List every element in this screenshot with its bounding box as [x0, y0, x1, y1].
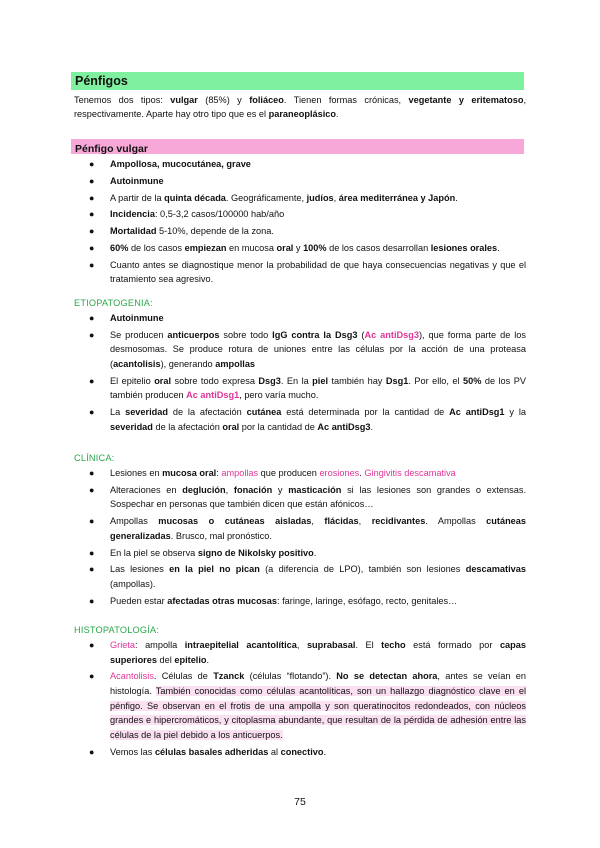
- text-run: conectivo: [280, 746, 324, 757]
- text-run: empiezan: [184, 242, 227, 253]
- text-run: .: [336, 109, 339, 119]
- histopatologia-list: [74, 638, 526, 761]
- text-run: suprabasal: [306, 640, 356, 650]
- text-run: : 0,5-3,2 casos/100000 hab/año: [154, 209, 285, 220]
- text-run: anticuerpos: [167, 329, 220, 340]
- list-item: [74, 466, 526, 481]
- text-run: . Ampollas: [425, 516, 487, 527]
- text-run: Vemos las: [110, 746, 155, 757]
- text-run: .: [359, 468, 365, 478]
- text-run: está determinada por la cantidad de: [281, 407, 450, 418]
- bullet-icon: ●: [89, 516, 95, 527]
- text-run: Ampollas: [110, 516, 159, 527]
- text-run: fonación: [233, 484, 273, 495]
- text-run: :: [216, 468, 222, 478]
- text-run: Autoinmune: [110, 175, 164, 186]
- text-run: severidad: [125, 407, 168, 418]
- list-item: [74, 669, 526, 742]
- text-run: El epitelio: [110, 375, 155, 386]
- text-run: ), que forma parte de los desmosomas. Se produce rotura de uniones entre las células por la acción de una proteasa (: [110, 329, 526, 369]
- text-run: recidivantes: [371, 516, 426, 527]
- text-run: techo: [381, 640, 406, 650]
- text-run: piel: [312, 375, 328, 386]
- text-run: severidad: [110, 421, 153, 432]
- text-run: vulgar: [170, 95, 198, 105]
- intro-paragraph: [74, 93, 526, 121]
- text-run: 50%: [463, 375, 482, 386]
- text-run: judíos: [306, 192, 334, 203]
- bullet-icon: ●: [89, 226, 95, 237]
- text-run: de la afectación: [152, 421, 223, 432]
- bullet-icon: ●: [89, 640, 95, 650]
- text-run: . Células de: [153, 671, 214, 682]
- text-run: IgG contra la Dsg3: [272, 329, 358, 340]
- text-run: Acantolisis: [110, 671, 154, 682]
- text-run: .: [455, 192, 458, 203]
- text-run: mucosa oral: [162, 468, 217, 478]
- text-run: .: [206, 654, 210, 665]
- etiopatogenia-heading: ETIOPATOGENIA:: [74, 298, 153, 308]
- text-run: Ac antiDsg1: [186, 390, 240, 401]
- page-title: Pénfigos: [75, 74, 128, 88]
- text-run: ,: [296, 640, 307, 650]
- text-run: acantolisis: [113, 358, 161, 369]
- text-run: vegetante y eritematoso: [408, 95, 524, 105]
- text-run: ), generando: [160, 358, 216, 369]
- text-run: flácidas: [324, 516, 359, 527]
- text-run: mucosas o cutáneas aisladas: [158, 516, 312, 527]
- bullet-icon: ●: [89, 746, 95, 757]
- text-run: afectadas otras mucosas: [167, 595, 278, 606]
- text-run: de la afectación: [167, 407, 247, 418]
- text-run: A partir de la: [110, 192, 165, 203]
- bullet-icon: ●: [89, 484, 95, 495]
- text-run: al: [268, 746, 281, 757]
- text-run: sobre todo: [219, 329, 273, 340]
- text-run: foliáceo: [249, 95, 284, 105]
- text-run: intraepitelial acantolítica: [184, 640, 297, 650]
- text-run: 60%: [110, 242, 129, 253]
- text-run: oral: [154, 375, 172, 386]
- text-run: , antes se veían en histología.: [110, 671, 526, 696]
- text-run: Se producen: [110, 329, 168, 340]
- page-number: 75: [294, 796, 306, 808]
- list-item: [74, 258, 526, 287]
- text-run: ,: [311, 516, 325, 527]
- text-run: quinta década: [164, 192, 226, 203]
- text-run: No se detectan ahora: [336, 671, 438, 682]
- list-item: [74, 241, 526, 256]
- bullet-icon: ●: [89, 192, 95, 203]
- text-run: Cuanto antes se diagnostique menor la probabilidad de que haya consecuencias negativas y que el tratamiento sea agresivo.: [110, 259, 526, 285]
- text-run: . En la: [280, 375, 313, 386]
- bullet-icon: ●: [89, 329, 95, 340]
- bullet-icon: ●: [89, 259, 95, 270]
- text-run: .: [370, 421, 374, 432]
- text-run: También conocidas como células acantolíticas, son un hallazgo diagnóstico clave en el pénfigo. Se observan en el frotis de una ampolla y son queratinocitos redondeados, con núcleos grandes e hipercromáticos, y citoplasma abundante, que resultan de la pérdida de adhesión entre las células de la piel debido a los anticuerpos.: [110, 685, 526, 740]
- text-run: de los PV también producen: [110, 375, 526, 401]
- list-item: [74, 374, 526, 403]
- list-item: [74, 157, 526, 172]
- list-item: [74, 405, 526, 434]
- list-item: [74, 191, 526, 206]
- text-run: ,: [333, 192, 339, 203]
- list-item: [74, 638, 526, 667]
- text-run: si las lesiones son grandes o extensas. Sospechar en personas que también dicen que están afónicos…: [110, 484, 526, 510]
- text-run: lesiones orales: [430, 242, 498, 253]
- bullet-icon: ●: [89, 175, 95, 186]
- bullet-icon: ●: [89, 313, 95, 323]
- list-item: [74, 546, 526, 561]
- bullet-icon: ●: [89, 159, 95, 169]
- text-run: Tenemos dos tipos:: [74, 95, 171, 105]
- text-run: ampollas: [215, 358, 256, 369]
- text-run: cutáneas generalizadas: [110, 516, 527, 541]
- text-run: epitelio: [174, 654, 207, 665]
- clinica-heading: CLÍNICA:: [74, 453, 115, 463]
- list-item: [74, 174, 526, 189]
- text-run: Ac antiDsg3: [317, 421, 371, 432]
- bullet-icon: ●: [89, 671, 95, 682]
- text-run: y la: [504, 407, 526, 418]
- text-run: Las lesiones: [110, 564, 170, 575]
- text-run: Lesiones en: [110, 468, 163, 478]
- text-run: 100%: [303, 242, 327, 253]
- text-run: de los casos: [128, 242, 185, 253]
- text-run: área mediterránea y Japón: [338, 192, 456, 203]
- list-item: [74, 328, 526, 372]
- text-run: En la piel se observa: [110, 547, 198, 558]
- text-run: Dsg3: [258, 375, 281, 386]
- list-item: [74, 224, 526, 239]
- text-run: La: [110, 407, 126, 418]
- list-item: [74, 483, 526, 512]
- bullet-icon: ●: [89, 209, 95, 220]
- text-run: (a diferencia de LPO), también son lesiones: [259, 564, 466, 575]
- text-run: descamativas: [465, 564, 526, 575]
- text-run: en la piel no pican: [169, 564, 260, 575]
- text-run: capas superiores: [110, 640, 526, 665]
- text-run: Autoinmune: [110, 313, 164, 323]
- text-run: . El: [355, 640, 382, 650]
- text-run: Dsg1: [385, 375, 409, 386]
- text-run: de los casos desarrollan: [326, 242, 431, 253]
- text-run: : faringe, laringe, esófago, recto, genitales…: [277, 595, 458, 606]
- text-run: y: [272, 484, 289, 495]
- text-run: erosiones: [319, 468, 360, 478]
- text-run: sobre todo expresa: [171, 375, 259, 386]
- section-subtitle: Pénfigo vulgar: [75, 143, 148, 155]
- text-run: Grieta: [110, 640, 136, 650]
- text-run: ,: [225, 484, 234, 495]
- text-run: : ampolla: [135, 640, 185, 650]
- text-run: también hay: [328, 375, 386, 386]
- text-run: oral: [276, 242, 294, 253]
- list-item: [74, 311, 526, 326]
- text-run: (: [357, 329, 365, 340]
- text-run: .: [497, 242, 500, 253]
- bullet-icon: ●: [89, 242, 95, 253]
- text-run: células basales adheridas: [154, 746, 269, 757]
- text-run: . Brusco, mal pronóstico.: [170, 530, 272, 541]
- bullet-icon: ●: [89, 595, 95, 606]
- text-run: Incidencia: [110, 209, 155, 220]
- text-run: por la cantidad de: [239, 421, 318, 432]
- bullet-icon: ●: [89, 468, 95, 478]
- text-run: Ac antiDsg1: [449, 407, 505, 418]
- text-run: , respectivamente. Aparte hay otro tipo que es el: [74, 95, 526, 119]
- etiopatogenia-list: [74, 311, 526, 437]
- list-item: [74, 745, 526, 760]
- text-run: cutánea: [246, 407, 282, 418]
- text-run: 5-10%, depende de la zona.: [156, 226, 274, 237]
- histopatologia-heading: HISTOPATOLOGÍA:: [74, 625, 160, 635]
- list-item: [74, 207, 526, 222]
- text-run: Ampollosa, mucocutánea, grave: [110, 159, 251, 169]
- text-run: (células “flotando”).: [244, 671, 337, 682]
- text-run: Gingivitis descamativa: [364, 468, 456, 478]
- text-run: Ac antiDsg3: [364, 329, 419, 340]
- text-run: , pero varía mucho.: [239, 390, 319, 401]
- text-run: Tzanck: [213, 671, 245, 682]
- list-item: [74, 514, 526, 543]
- bullet-icon: ●: [89, 375, 95, 386]
- text-run: paraneoplásico: [268, 109, 336, 119]
- text-run: signo de Nikolsky positivo: [197, 547, 314, 558]
- text-run: y: [293, 242, 304, 253]
- bullet-icon: ●: [89, 564, 95, 575]
- text-run: (ampollas).: [110, 578, 156, 589]
- text-run: Mortalidad: [110, 226, 157, 237]
- text-run: oral: [222, 421, 240, 432]
- bullet-icon: ●: [89, 547, 95, 558]
- text-run: .: [313, 547, 317, 558]
- vulgar-list: [74, 157, 526, 289]
- text-run: . Tienen formas crónicas,: [283, 95, 409, 105]
- text-run: . Por ello, el: [408, 375, 463, 386]
- subtitle-banner: [71, 139, 524, 154]
- text-run: masticación: [288, 484, 342, 495]
- text-run: está formado por: [405, 640, 500, 650]
- text-run: del: [156, 654, 175, 665]
- text-run: que producen: [258, 468, 320, 478]
- text-run: Pueden estar: [110, 595, 168, 606]
- text-run: . Geográficamente,: [225, 192, 307, 203]
- list-item: [74, 594, 526, 609]
- title-banner: [71, 72, 524, 90]
- bullet-icon: ●: [89, 407, 95, 418]
- text-run: ,: [358, 516, 372, 527]
- text-run: .: [323, 746, 327, 757]
- text-run: Alteraciones en: [110, 484, 183, 495]
- clinica-list: [74, 466, 526, 610]
- text-run: ampollas: [221, 468, 259, 478]
- text-run: (85%) y: [197, 95, 250, 105]
- list-item: [74, 562, 526, 591]
- text-run: en mucosa: [226, 242, 277, 253]
- text-run: deglución: [182, 484, 226, 495]
